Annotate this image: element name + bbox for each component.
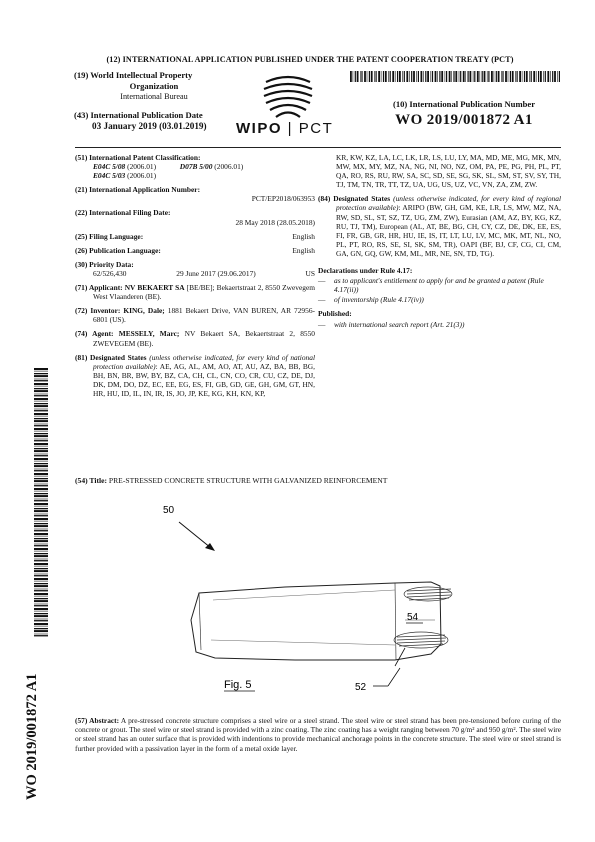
applicant-entry: [75, 283, 315, 301]
ipc-entry: [75, 153, 315, 180]
publication-number-label: (10) International Publication Number: [392, 99, 536, 109]
header-divider: [75, 147, 561, 148]
agent-text: NV Bekaert SA, Bekaertstraat 2, 8550 ZWEVEGEM (BE).: [93, 329, 315, 348]
filing-language-entry: [75, 232, 315, 241]
publication-date-label: (43) International Publication Date: [74, 110, 203, 120]
invention-title-label: (54) Title:: [75, 476, 107, 485]
ipc-version-1: (2006.01): [127, 162, 157, 172]
priority-data-entry: [75, 260, 315, 278]
ipc-code-1: E04C 5/08: [93, 162, 126, 172]
wipo-pct-wordmark: WIPO | PCT: [236, 120, 334, 137]
abstract: [75, 716, 561, 753]
priority-data-label: (30) Priority Data:: [75, 259, 134, 269]
publication-number-block: [366, 99, 562, 129]
figure-caption: Fig. 5: [224, 679, 252, 691]
filing-date-entry: [75, 208, 315, 226]
publication-date: 03 January 2019 (03.01.2019): [92, 121, 207, 131]
designated-states-national-continued: KR, KW, KZ, LA, LC, LK, LR, LS, LU, LY, MA, MD, ME, MG, MK, MN, MW, MX, MY, MZ, NA, NG, NI, NO, NZ, OM, PA, PE, PG, PH, PL, PT, QA, RO, RS, RU, RW, SA, SC, SD, SE, SG, SK, SL, SM, ST, SV, SY, TH, TJ, TM, TN, TR, TT, TZ, UA, UG, US, UZ, VC, VN, ZA, ZM, ZW.: [336, 153, 561, 190]
side-publication-number: WO 2019/001872 A1: [24, 673, 40, 800]
priority-country: US: [305, 268, 315, 278]
pct-wordmark: PCT: [298, 120, 334, 137]
declarations-section: Declarations under Rule 4.17: — as to applicant's entitlement to apply for and be granted a patent (Rule 4.17(ii)) — of inventorship (Rule 4.17(iv)): [318, 266, 561, 304]
agent-entry: [75, 329, 315, 347]
published-section: Published: — with international search report (Art. 21(3)): [318, 309, 561, 328]
filing-date-label: (22) International Filing Date:: [75, 208, 171, 218]
publication-language-label: (26) Publication Language:: [75, 245, 161, 255]
bureau-name: International Bureau: [120, 92, 188, 101]
designated-states-national-note: (unless otherwise indicated, for every kind of national protection available): [93, 352, 315, 371]
invention-title: [75, 476, 561, 485]
application-number: PCT/EP2018/063953: [251, 194, 315, 204]
published-item-1: with international search report (Art. 21(3)): [334, 319, 465, 329]
publication-language-entry: [75, 246, 315, 255]
figure-ref-52: 52: [355, 682, 367, 693]
designated-states-regional-label: (84) Designated States: [318, 194, 391, 204]
agent-label: (74) Agent: MESSELY, Marc;: [75, 329, 180, 339]
applicant-label: (71) Applicant: NV BEKAERT SA: [75, 283, 185, 293]
patent-figure: [95, 490, 515, 705]
priority-number: 62/526,430: [93, 268, 127, 278]
abstract-text: A pre-stressed concrete structure comprises a steel wire or a steel strand. The steel wire or steel strand has been pre-tensioned before curing of the concrete or grout. The steel wire or steel strand is provided with a zinc coating. The zinc coating has a weight ranging between 70 g/m² and 950 g/m². The steel wire or steel strand has an outer surface that is provided with indentions to provide mechanical anchorage points in the concrete structure. The steel wire or steel strand is further provided with a passivation layer in the form of a metal oxide layer.: [75, 716, 561, 753]
application-number-entry: [75, 185, 315, 203]
filing-date: 28 May 2018 (28.05.2018): [235, 217, 315, 227]
designated-states-national-entry: [75, 353, 315, 398]
application-number-label: (21) International Application Number:: [75, 185, 201, 195]
declarations-heading: Declarations under Rule 4.17:: [318, 266, 413, 276]
ipc-code-3: E04C 5/03: [93, 171, 126, 181]
publication-date-block: [74, 110, 207, 132]
declaration-2: of inventorship (Rule 4.17(iv)): [334, 295, 424, 305]
designated-states-regional-entry: [318, 194, 561, 258]
designated-states-national-list: : AE, AG, AL, AM, AO, AT, AU, AZ, BA, BB, BG, BH, BN, BR, BW, BY, BZ, CA, CH, CL, CN, CO, CR, CU, CZ, DE, DJ, DK, DM, DO, DZ, EC, EE, EG, ES, FI, GB, GD, GE, GH, GM, GT, HN, HR, HU, ID, IL, IN, IR, IS, JO, JP, KE, KG, KH, KN, KP,: [93, 361, 315, 398]
inventor-entry: [75, 306, 315, 324]
filing-language-label: (25) Filing Language:: [75, 231, 144, 241]
document-type-heading: (12) INTERNATIONAL APPLICATION PUBLISHED UNDER THE PATENT COOPERATION TREATY (PCT): [106, 55, 514, 64]
designated-states-national-label: (81) Designated States: [75, 352, 147, 362]
declaration-1: as to applicant's entitlement to apply for and be granted a patent (Rule 4.17(ii)): [334, 276, 544, 295]
figure-ref-54: 54: [407, 612, 419, 623]
side-barcode-icon: [34, 368, 48, 638]
organization-line-1: (19) World Intellectual Property: [74, 70, 193, 80]
abstract-label: (57) Abstract:: [75, 716, 120, 725]
ipc-version-2: (2006.01): [214, 162, 244, 172]
published-heading: Published:: [318, 309, 352, 319]
ipc-code-2: D07B 5/00: [179, 162, 213, 172]
publication-number: WO 2019/001872 A1: [395, 112, 533, 128]
inventor-text: 1881 Bekaert Drive, VAN BUREN, AR 72956-6801 (US).: [93, 306, 315, 325]
priority-date: 29 June 2017 (29.06.2017): [176, 268, 256, 278]
designated-states-regional-list: : ARIPO (BW, GH, GM, KE, LR, LS, MW, MZ, NA, RW, SD, SL, ST, SZ, TZ, UG, ZM, ZW), Eurasian (AM, AZ, BY, KG, KZ, RU, TJ, TM), European (AL, AT, BE, BG, CH, CY, CZ, DE, DK, EE, ES, FI, FR, GB, GR, HR, HU, IE, IS, IT, LT, LU, LV, MC, MK, MT, NL, NO, PL, PT, RO, RS, SE, SI, SK, SM, TR), OAPI (BF, BJ, CF, CG, CI, CM, GA, GN, GQ, GW, KM, ML, MR, NE, SN, TD, TG).: [336, 203, 561, 258]
wipo-wordmark: WIPO: [236, 120, 282, 137]
concrete-beam-drawing: [191, 582, 441, 660]
designated-states-regional-note: (unless otherwise indicated, for every kind of regional protection available): [336, 194, 561, 213]
filing-language: English: [292, 231, 315, 241]
organization-name: [74, 70, 234, 103]
inventor-label: (72) Inventor: KING, Dale;: [75, 306, 165, 316]
ipc-label: (51) International Patent Classification:: [75, 153, 201, 162]
invention-title-text: PRE-STRESSED CONCRETE STRUCTURE WITH GALVANIZED REINFORCEMENT: [107, 476, 388, 485]
wipo-logo-icon: [252, 70, 324, 124]
steel-strand-drawing: [394, 587, 452, 648]
barcode-icon: [350, 71, 560, 82]
publication-language: English: [292, 245, 315, 255]
organization-line-2: Organization: [129, 80, 179, 91]
ipc-version-3: (2006.01): [127, 171, 157, 181]
biblio-right-column: [318, 153, 561, 334]
applicant-text: [BE/BE]; Bekaertstraat 2, 8550 Zwevegem West Vlaanderen (BE).: [93, 283, 315, 302]
biblio-left-column: [75, 153, 315, 403]
figure-ref-50: 50: [163, 505, 175, 516]
arrow-icon: [179, 522, 215, 551]
